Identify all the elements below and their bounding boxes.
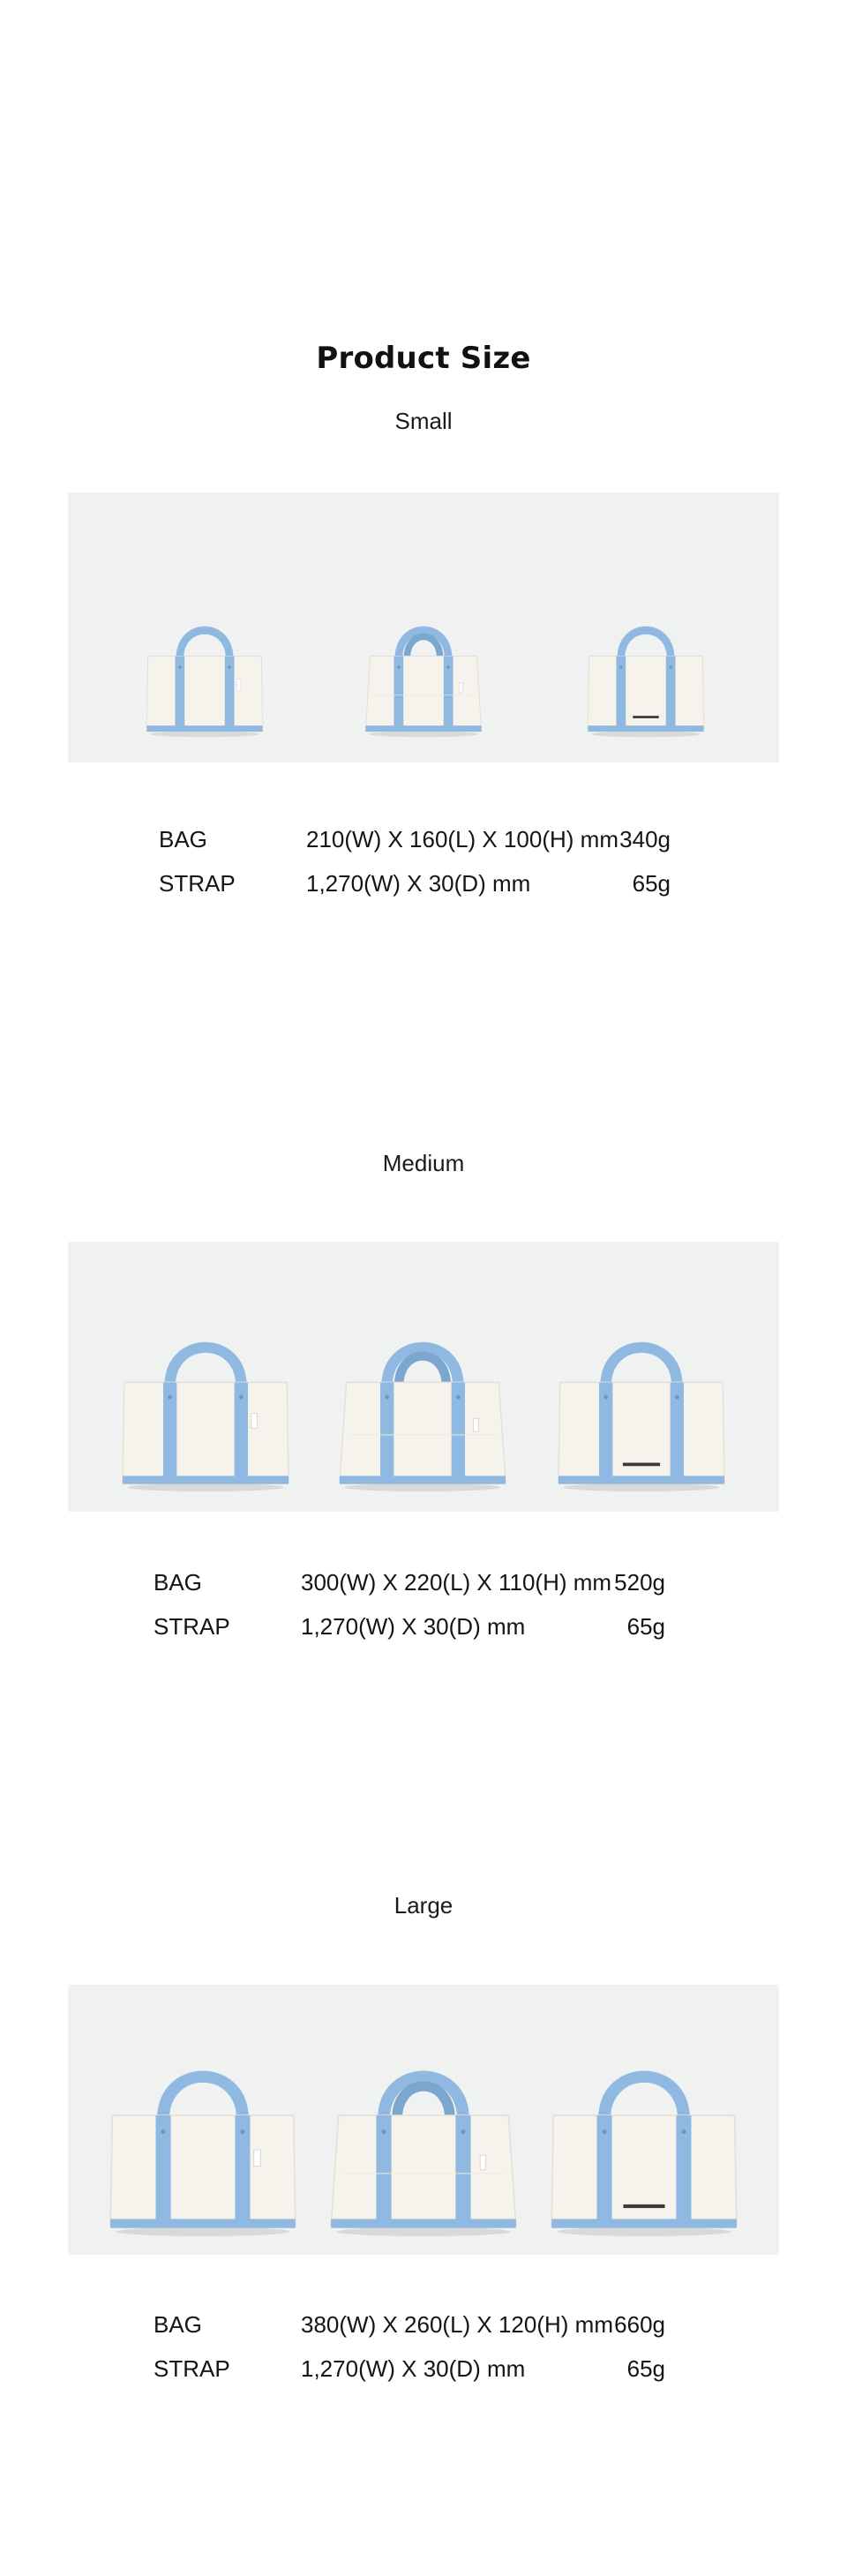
bag-angled-view-image — [338, 1328, 507, 1492]
spec-table-medium — [154, 1569, 665, 1657]
spec-label: STRAP — [159, 870, 236, 897]
bag-back-view-image — [550, 2055, 738, 2237]
spec-row-bag — [159, 826, 671, 870]
spec-label: STRAP — [154, 1613, 230, 1640]
bag-front-view-image — [146, 616, 264, 738]
spec-weight: 65g — [626, 1613, 665, 1640]
spec-weight: 65g — [632, 870, 671, 897]
spec-row-strap — [154, 2355, 665, 2400]
spec-dimensions: 1,270(W) X 30(D) mm — [306, 870, 531, 897]
product-gallery-large — [68, 1985, 779, 2255]
spec-weight: 65g — [626, 2355, 665, 2382]
spec-row-bag — [154, 2311, 665, 2355]
spec-label: BAG — [154, 2311, 202, 2338]
bag-back-view-image — [587, 616, 705, 738]
spec-dimensions: 210(W) X 160(L) X 100(H) mm — [306, 826, 618, 852]
spec-dimensions: 300(W) X 220(L) X 110(H) mm — [301, 1569, 612, 1596]
spec-dimensions: 380(W) X 260(L) X 120(H) mm — [301, 2311, 613, 2338]
bag-angled-view-image — [364, 616, 483, 738]
spec-dimensions: 1,270(W) X 30(D) mm — [301, 1613, 526, 1640]
spec-label: BAG — [159, 826, 207, 852]
spec-table-large — [154, 2311, 665, 2400]
size-heading-large: Large — [394, 1892, 453, 1919]
product-gallery-small — [68, 492, 779, 762]
spec-table-small — [159, 826, 671, 914]
spec-weight: 520g — [614, 1569, 665, 1596]
bag-front-view-image — [109, 2055, 297, 2237]
spec-weight: 660g — [614, 2311, 665, 2338]
spec-label: BAG — [154, 1569, 202, 1596]
spec-row-bag — [154, 1569, 665, 1613]
page-title: Product Size — [316, 341, 531, 376]
bag-front-view-image — [121, 1328, 290, 1492]
size-heading-small: Small — [394, 408, 453, 434]
spec-dimensions: 1,270(W) X 30(D) mm — [301, 2355, 526, 2382]
bag-angled-view-image — [329, 2055, 518, 2237]
product-gallery-medium — [68, 1242, 779, 1512]
spec-weight: 340g — [619, 826, 671, 852]
spec-label: STRAP — [154, 2355, 230, 2382]
size-heading-medium: Medium — [382, 1150, 465, 1176]
spec-row-strap — [154, 1613, 665, 1657]
bag-back-view-image — [557, 1328, 726, 1492]
spec-row-strap — [159, 870, 671, 914]
